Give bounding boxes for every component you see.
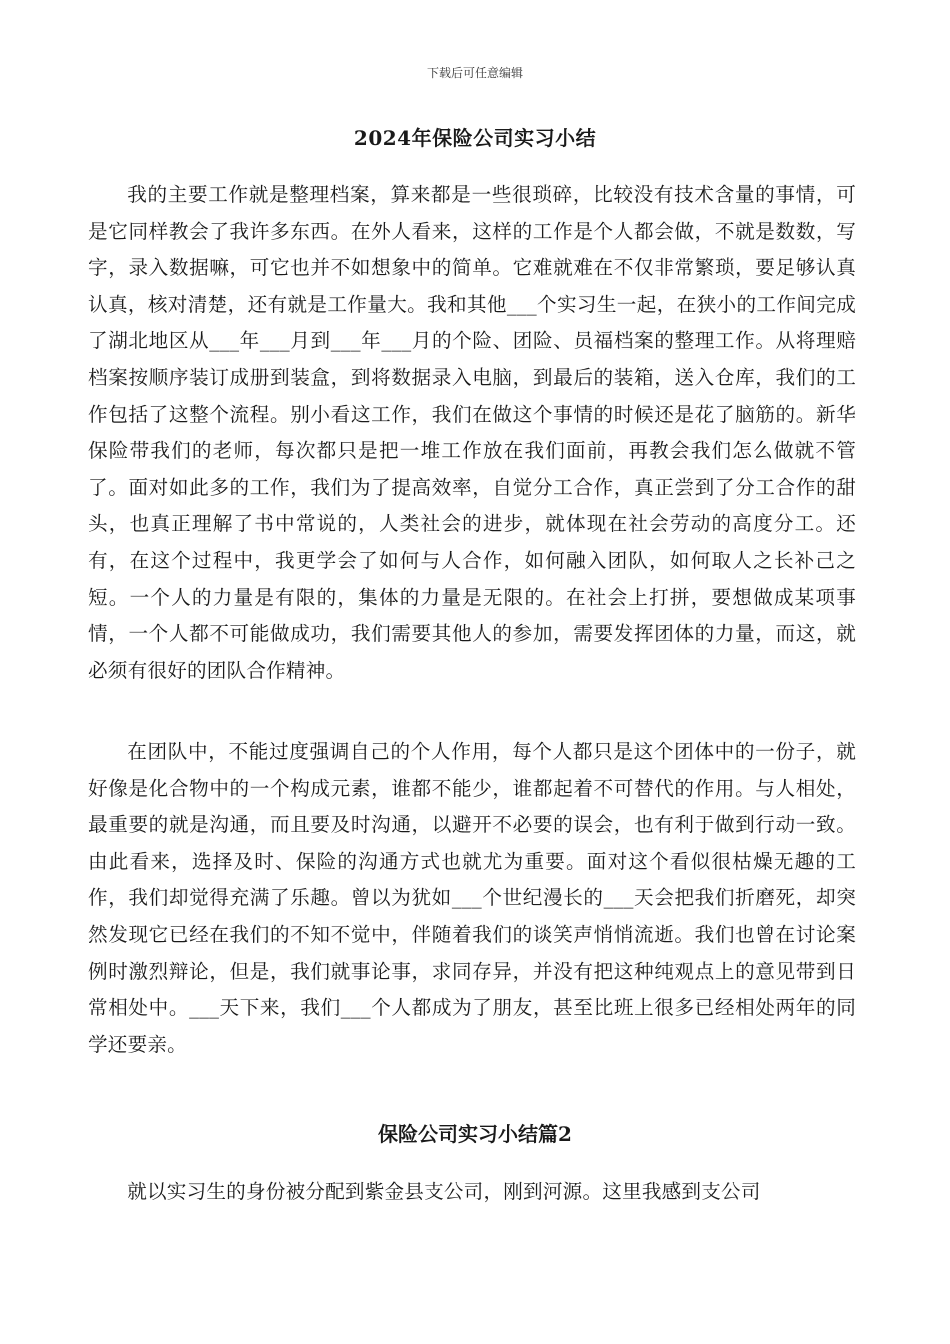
header-note: 下载后可任意编辑 bbox=[426, 66, 523, 80]
body-paragraph-2: 在团队中，不能过度强调自己的个人作用，每个人都只是这个团体中的一份子，就好像是化合物中的一个构成元素，谁都不能少，谁都起着不可替代的作用。与人相处，最重要的就是沟通，而且要及时沟通，以避开不必要的误会，也有利于做到行动一致。由此看来，选择及时、保险的沟通方式也就尤为重要。面对这个看似很枯燥无趣的工作，我们却觉得充满了乐趣。曾以为犹如___个世纪漫长的___天会把我们折磨死，却突然发现它已经在我们的不知不觉中，伴随着我们的谈笑声悄悄流逝。我们也曾在讨论案例时激烈辩论，但是，我们就事论事，求同存异，并没有把这种纯观点上的意见带到日常相处中。___天下来，我们___个人都成为了朋友，甚至比班上很多已经相处两年的同学还要亲。 bbox=[88, 740, 856, 1056]
section-title: 保险公司实习小结篇2 bbox=[378, 1122, 572, 1146]
section-paragraph-1: 就以实习生的身份被分配到紫金县支公司，刚到河源。这里我感到支公司 bbox=[127, 1180, 761, 1203]
document-title: 2024年保险公司实习小结 bbox=[353, 126, 597, 150]
body-paragraph-1: 我的主要工作就是整理档案，算来都是一些很琐碎，比较没有技术含量的事情，可是它同样教会了我许多东西。在外人看来，这样的工作是个人都会做，不就是数数，写字，录入数据嘛，可它也并不如想象中的简单。它难就难在不仅非常繁琐，要足够认真认真，核对清楚，还有就是工作量大。我和其他___个实习生一起，在狭小的工作间完成了湖北地区从___年___月到___年___月的个险、团险、员福档案的整理工作。从将理赔档案按顺序装订成册到装盒，到将数据录入电脑，到最后的装箱，送入仓库，我们的工作包括了这整个流程。别小看这工作，我们在做这个事情的时候还是花了脑筋的。新华保险带我们的老师，每次都只是把一堆工作放在我们面前，再教会我们怎么做就不管了。面对如此多的工作，我们为了提高效率，自觉分工合作，真正尝到了分工合作的甜头，也真正理解了书中常说的，人类社会的进步，就体现在社会劳动的高度分工。还有，在这个过程中，我更学会了如何与人合作，如何融入团队，如何取人之长补己之短。一个人的力量是有限的，集体的力量是无限的。在社会上打拼，要想做成某项事情，一个人都不可能做成功，我们需要其他人的参加，需要发挥团体的力量，而这，就必须有很好的团队合作精神。 bbox=[88, 183, 856, 682]
